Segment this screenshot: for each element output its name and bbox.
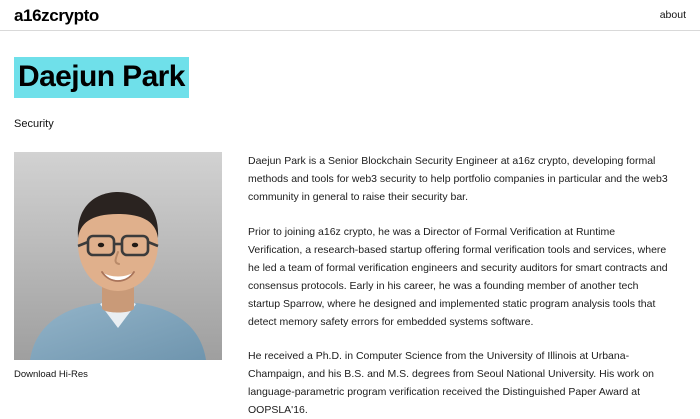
- page-title-wrap: [0, 31, 700, 98]
- site-logo[interactable]: a16zcrypto: [14, 5, 99, 25]
- download-hi-res-link[interactable]: Download Hi-Res: [14, 369, 88, 381]
- primary-nav: [660, 9, 686, 21]
- nav-item-about[interactable]: about: [659, 9, 686, 21]
- site-header: [0, 0, 700, 31]
- bio-column: [248, 152, 668, 419]
- media-column: [14, 152, 222, 419]
- bio-paragraph-2: Prior to joining a16z crypto, he was a Director of Formal Verification at Runtime Verification, a research-based startup offering formal verification tools and services, where he led a team of formal verification engineers and security auditors for smart contracts and consensus protocols. Early in his career, he was a founding member of another tech startup Sparrow, where he designed and implemented static program analysis tools that detect memory safety errors for embedded systems software.: [248, 225, 668, 328]
- portrait-photo: [14, 152, 222, 360]
- bio-paragraph-1: Daejun Park is a Senior Blockchain Security Engineer at a16z crypto, developing formal methods and tools for web3 security to help portfolio companies in particular and the web3 community in general to raise their security bar.: [248, 155, 668, 204]
- profile-content: [0, 130, 700, 419]
- bio-paragraph-3: He received a Ph.D. in Computer Science from the University of Illinois at Urbana-Champaign, and his B.S. and M.S. degrees from Seoul National University. His work on language-parametric program verification received the Distinguished Paper Award at OOPSLA'16.: [248, 349, 654, 416]
- page-title: Daejun Park: [14, 57, 189, 98]
- page-subtitle: Security: [14, 118, 54, 131]
